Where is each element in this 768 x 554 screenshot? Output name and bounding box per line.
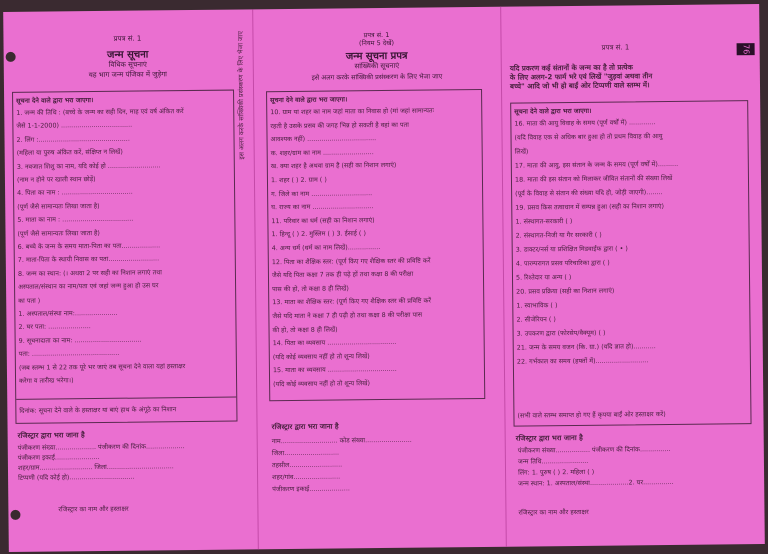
registrar-field-line: टिप्पणी (यदि कोई हो)................................ — [18, 472, 135, 482]
registrar-signature: रजिस्ट्रार का नाम और हस्ताक्षर — [58, 504, 129, 514]
form-subtitle: सांख्यिकी सूचनाएं — [354, 61, 400, 71]
form-field-line: 7. माता-पिता के स्थायी निवास का पता......................... — [17, 254, 160, 265]
form-field-line: (पूर्ण जैसे सामान्यतः लिखा जाता है) — [17, 201, 100, 211]
additional-statistical-section — [501, 4, 765, 547]
form-field-line: 5. माता का नाम : ................................... — [17, 214, 134, 225]
form-field-line: 2. संस्थागत-निजी या गैर सरकारी ( ) — [515, 230, 602, 240]
form-field-line: 3. नवजात शिशु का नाम, यदि कोई हो .......................... — [16, 160, 161, 171]
form-title: जन्म सूचना प्रपत्र — [345, 50, 408, 63]
form-field-line: जैसे 1-1-2000) ................................... — [16, 121, 133, 131]
registrar-title: रजिस्ट्रार द्वारा भरा जाना है — [17, 431, 85, 440]
form-field-line: 20. प्रसव प्रक्रिया (सही का निशान लगाएं) — [516, 286, 615, 296]
form-field-line: 15. माता का व्यवसाय .................................. — [272, 365, 397, 375]
statistical-fields-box — [266, 89, 485, 401]
form-field-line: क. शहर/ग्राम का नाम ......................... — [270, 147, 374, 157]
registrar-field-line: पंजीकरण संख्या................. पंजीकरण की दिनांक............... — [517, 445, 671, 455]
form-subtitle-note: इसे अलग करके सांख्यिकी प्रसंस्करण के लिए भेजा जाए — [311, 72, 443, 82]
page-number: 76 — [737, 43, 755, 55]
form-title: जन्म सूचना — [106, 49, 149, 61]
form-field-line: 1. स्वाभाविक ( ) — [516, 301, 558, 310]
form-field-line: 1. संस्थागत-सरकारी ( ) — [515, 217, 573, 226]
form-field-line: अस्पताल/संस्थान का नाम/पता एवं जहां जन्म हुआ हो उस घर — [18, 281, 159, 292]
form-field-line: की हो, तो कक्षा 8 ही लिखें) — [272, 325, 338, 334]
form-field-line: 3. उपकरण द्वारा (फोरसेप/वैक्यूम) ( ) — [516, 328, 606, 338]
footer-note: (सभी वाले स्तम्भ समाप्त हो गए हैं कृपया बाईं ओर हस्ताक्षर करें) — [517, 410, 666, 420]
registrar-field-line: जिला........................... — [271, 448, 340, 458]
registrar-field-line: जन्म तिथि....................... — [517, 456, 589, 466]
header-note-line: के लिए अलग-2 फार्म भरे एवं लिखें "जुड़वां अथवा तीन — [509, 72, 653, 82]
form-field-line: 5. रिश्तेदार या अन्य ( ) — [515, 273, 572, 282]
registrar-field-line: शहर/गांव....................... — [272, 472, 341, 482]
form-field-line: ख. क्या शहर है अथवा ग्राम है (सही का निशान लगाएं) — [270, 161, 397, 171]
divider — [16, 397, 236, 400]
form-number: प्रपत्र सं. 1 — [601, 43, 630, 52]
form-field-line: 4. अन्य धर्म (धर्म का नाम लिखें)................ — [271, 243, 381, 253]
form-field-line: करेगा व तारीख भरेगा।) — [19, 376, 74, 385]
form-field-line: जैसे यदि पिता कक्षा 7 तक ही पढ़े हों तथा कक्षा 8 की परीक्षा — [271, 269, 414, 280]
punch-hole — [10, 510, 20, 520]
punch-hole — [6, 52, 16, 62]
form-field-line: 10. ग्राम या शहर का नाम जहां माता का निवास हो (मां जहां सामान्यतः — [270, 106, 434, 117]
form-subtitle-note: यह भाग जन्म पंजिका में जुड़ेगा — [88, 70, 168, 80]
registrar-field-line: तहसील.......................... — [271, 460, 343, 470]
form-field-line: 3. डाक्टर/नर्स या प्रशिक्षित मिडवाईफ द्वारा ( • ) — [515, 244, 628, 254]
form-field-line: 6. बच्चे के जन्म के समय माता-पिता का पता................... — [17, 241, 161, 251]
registrar-field-line: नाम............................ कोड संख्या....................... — [271, 435, 412, 446]
form-number: प्रपत्र सं. 1 — [113, 34, 142, 43]
registrar-field-line: पंजीकरण संख्या.................... पंजीकरण की दिनांक................... — [17, 442, 185, 452]
form-field-line: (पूर्व के विवाह से संतान की संख्या यदि हो, जोड़ी जाएगी)........ — [515, 188, 663, 198]
form-field-line: 16. माता की आयु विवाह के समय (पूर्ण वर्षों में) ............. — [514, 118, 656, 128]
form-field-line: जैसे यदि माता ने कक्षा 7 ही पढ़ी हो तथा कक्षा 8 की परीक्षा पास — [272, 310, 423, 321]
informant-intro: सूचना देने वाले द्वारा भरा जाएगा। — [514, 106, 592, 116]
registrar-field-line: पंजीकरण इकाई.................... — [272, 484, 350, 494]
form-field-line: 2. घर पता: ..................... — [18, 322, 91, 332]
form-field-line: (यदि विवाह एक से अधिक बार हुआ हो तो प्रथम विवाह की आयु — [514, 132, 663, 142]
form-field-line: (महिला या पुरुष अंकित करें, संक्षिप्त न लिखें) — [16, 147, 123, 158]
informant-fields-box — [12, 90, 237, 424]
registrar-title: रजिस्ट्रार द्वारा भरा जाना है — [515, 433, 583, 443]
detach-instruction: इस अलग करके सांख्यिकी प्रसंस्करण के लिए भेजा जाए — [236, 31, 246, 160]
statistical-information-section — [253, 7, 505, 550]
registrar-field-line: पंजीकरण इकाई...................... — [17, 452, 100, 462]
informant-intro: सूचना देने वाले द्वारा भरा जाएगा। — [16, 96, 94, 105]
header-note-line: बच्चे" आदि जो भी हो बाईं ओर टिप्पणी वाले स्तम्भ में। — [509, 81, 650, 91]
form-rule: (नियम 5 देखें) — [358, 38, 395, 48]
form-field-line: ग. जिले का नाम .............................. — [271, 188, 373, 198]
informant-signature-line: दिनांक: सूचना देने वाले के हस्ताक्षर या बाएं हाथ के अंगूठे का निशान — [19, 405, 177, 415]
form-field-line: 19. प्रसव किस तत्वाधान में सम्पन्न हुआ (सही का निशान लगाएं) — [515, 202, 665, 212]
form-field-line: (नाम न होने पर खाली स्थान छोड़ें) — [16, 175, 96, 184]
form-field-line: रहती है उसके प्रसव की जगह भिन्न हो सकती है वहां का पता — [270, 120, 409, 130]
birth-report-form — [3, 4, 765, 552]
form-field-line: 22. गर्भकाल का समय (हफ्तों में).......................... — [516, 356, 649, 366]
form-field-line: लिखें) — [514, 147, 529, 156]
additional-fields-box — [510, 100, 751, 426]
form-field-line: 17. माता की आयु, इस संतान के जन्म के समय (पूर्ण वर्षों में).......... — [514, 159, 679, 170]
form-field-line: (यदि कोई व्यवसाय नहीं हो तो शून्य लिखें) — [273, 379, 371, 389]
header-note-line: यदि प्रकरण कई संतानों के जन्म का है तो प्रत्येक — [509, 63, 633, 73]
registrar-field-line: शहर/ग्राम.......................... जिला................................. — [17, 462, 174, 472]
form-field-line: का पता ) — [18, 296, 41, 305]
form-field-line: 1. शहर ( ) 2. ग्राम ( ) — [270, 175, 327, 185]
registrar-field-line: जन्म स्थान: 1. अस्पताल/संस्था...................2. घर............... — [518, 477, 674, 488]
form-field-line: (पूर्ण जैसे सामान्यतः लिखा जाता है) — [17, 228, 100, 238]
form-field-line: (यदि कोई व्यवसाय नहीं हो तो शून्य लिखें) — [272, 351, 370, 361]
form-field-line: पता: ........................................... — [18, 348, 120, 359]
form-field-line: 21. जन्म के समय वजन (कि. ग्रा.) (यदि ज्ञात हो)........... — [516, 342, 656, 352]
registrar-signature: रजिस्ट्रार का नाम और हस्ताक्षर — [518, 507, 589, 517]
form-field-line: 18. माता की इस संतान को मिलाकर जीवित संतानों की संख्या लिखें — [514, 173, 673, 184]
registrar-title: रजिस्ट्रार द्वारा भरा जाना है — [271, 422, 339, 432]
form-subtitle: विधिक सूचनाएं — [108, 60, 147, 69]
form-number: प्रपत्र सं. 1 — [363, 30, 390, 40]
form-field-line: 1. जन्म की तिथि : (बच्चे के जन्म का सही दिन, माह एवं वर्ष अंकित करें — [16, 107, 184, 117]
form-field-line: घ. राज्य का नाम .............................. — [271, 202, 374, 212]
form-field-line: (जब स्तम्भ 1 से 22 तक पूरे भर जाएं तब सूचना देने वाला यहां हस्ताक्षर — [18, 361, 186, 372]
informant-intro: सूचना देने वाले द्वारा भरा जाएगा। — [270, 95, 348, 105]
form-field-line: आवश्यक नहीं) .................................. — [270, 134, 377, 144]
form-field-line: 11. परिवार का धर्म (सही का निशान लगाएं) — [271, 215, 375, 225]
form-field-line: 12. पिता का शैक्षिक स्तर: (पूर्ण किए गए शैक्षिक स्तर की प्रविष्टि करें — [271, 256, 431, 266]
form-field-line: 1. अस्पताल/संस्था नाम:..................... — [18, 308, 118, 318]
form-field-line: 1. हिन्दू ( ) 2. मुस्लिम ( ) 3. ईसाई ( ) — [271, 229, 366, 239]
form-field-line: 4. पारम्परागत प्रसव परिचारिका द्वारा ( ) — [515, 258, 610, 268]
form-field-line: 2. सीजेरियन ( ) — [516, 315, 556, 324]
form-field-line: पास की हो, तो कक्षा 8 ही लिखें) — [272, 284, 349, 293]
legal-information-section — [3, 9, 257, 552]
form-field-line: 14. पिता का व्यवसाय .................................. — [272, 338, 397, 348]
form-field-line: 8. जन्म का स्थान: (। अथवा 2 पर सही का निशान लगाएं तथा — [17, 268, 162, 278]
registrar-field-line: लिंग: 1. पुरुष ( ) 2. महिला ( ) — [518, 467, 595, 477]
form-field-line: 2. लिंग :............................................. — [16, 134, 130, 144]
form-field-line: 9. सूचनादाता का नाम: ................................. — [18, 335, 142, 345]
form-field-line: 4. पिता का नाम : ................................... — [17, 188, 133, 198]
form-field-line: 13. माता का शैक्षिक स्तर: (पूर्ण किए गए शैक्षिक स्तर की प्रविष्टि करें — [272, 296, 432, 307]
